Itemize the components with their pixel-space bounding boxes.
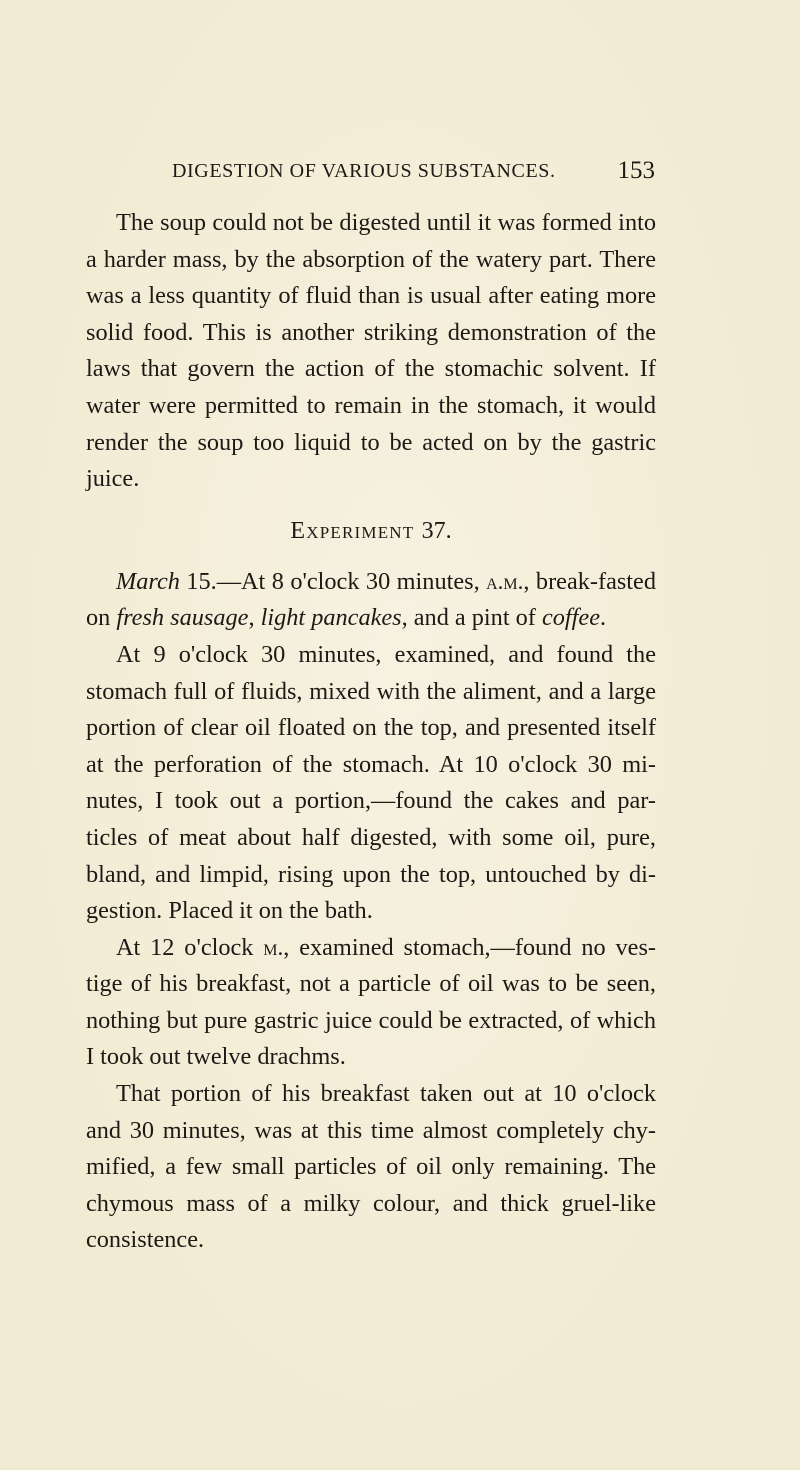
running-title: DIGESTION OF VARIOUS SUBSTANCES. xyxy=(172,160,556,182)
experiment-number: 37. xyxy=(421,517,452,544)
experiment-date: March xyxy=(116,567,180,595)
main-text-block xyxy=(86,205,656,1259)
entry-ending-punctuation: . xyxy=(600,604,607,632)
meridian-abbreviation: m. xyxy=(263,934,284,960)
food-separator-2: , and a pint of xyxy=(401,604,542,632)
experiment-day-text: 15.—At 8 o'clock 30 minutes, xyxy=(179,567,487,595)
closing-paragraph: That portion of his breakfast taken out at 10 o'clock and 30 minutes, was at this time almost completely chy-mified, a few small particles of oil only remaining. The chymous mass of a milky colour, and thick gruel-like consistence. xyxy=(86,1080,656,1254)
food-light-pancakes: light pancakes xyxy=(260,604,402,632)
examination-paragraph-2 xyxy=(86,930,656,1076)
paragraph-3-before-abbreviation: At 12 o'clock xyxy=(116,933,264,961)
after-time-text: , break-fasted on xyxy=(86,567,656,632)
examination-paragraph-1: At 9 o'clock 30 minutes, examined, and found the stomach full of fluids, mixed with the aliment, and a large portion of clear oil floated on the top, and presented itself at the perforation of the stomach. At 10 o'clock 30 mi-nutes, I took out a portion,—found the cakes and par-ticles of meat about half digested, with some oil, pure, bland, and limpid, rising upon the top, untouched by di-gestion. Placed it on the bath. xyxy=(86,640,656,925)
opening-paragraph: The soup could not be digested until it was formed into a harder mass, by the absorption of the watery part. There was a less quantity of fluid than is usual after eating more solid food. This is another striking demonstration of the laws that govern the action of the stomachic solvent. If water were permitted to remain in the stomach, it would render the soup too liquid to be acted on by the gastric juice. xyxy=(86,209,656,493)
page-number: 153 xyxy=(617,157,655,184)
food-coffee: coffee xyxy=(541,604,600,632)
experiment-entry-paragraph xyxy=(86,564,656,637)
time-abbreviation: a.m. xyxy=(486,568,524,594)
running-head xyxy=(172,157,655,190)
experiment-heading xyxy=(86,513,656,549)
experiment-heading-label: Experiment xyxy=(290,517,415,544)
paragraph-3-after-abbreviation: , examined stomach,—found no ves-tige of his breakfast, not a particle of oil was to be seen, nothing but pure gastric juice could be extracted, of which I took out twelve drachms. xyxy=(86,933,656,1071)
food-fresh-sausage: fresh sausage xyxy=(116,604,249,632)
food-separator-1: , xyxy=(248,604,261,632)
